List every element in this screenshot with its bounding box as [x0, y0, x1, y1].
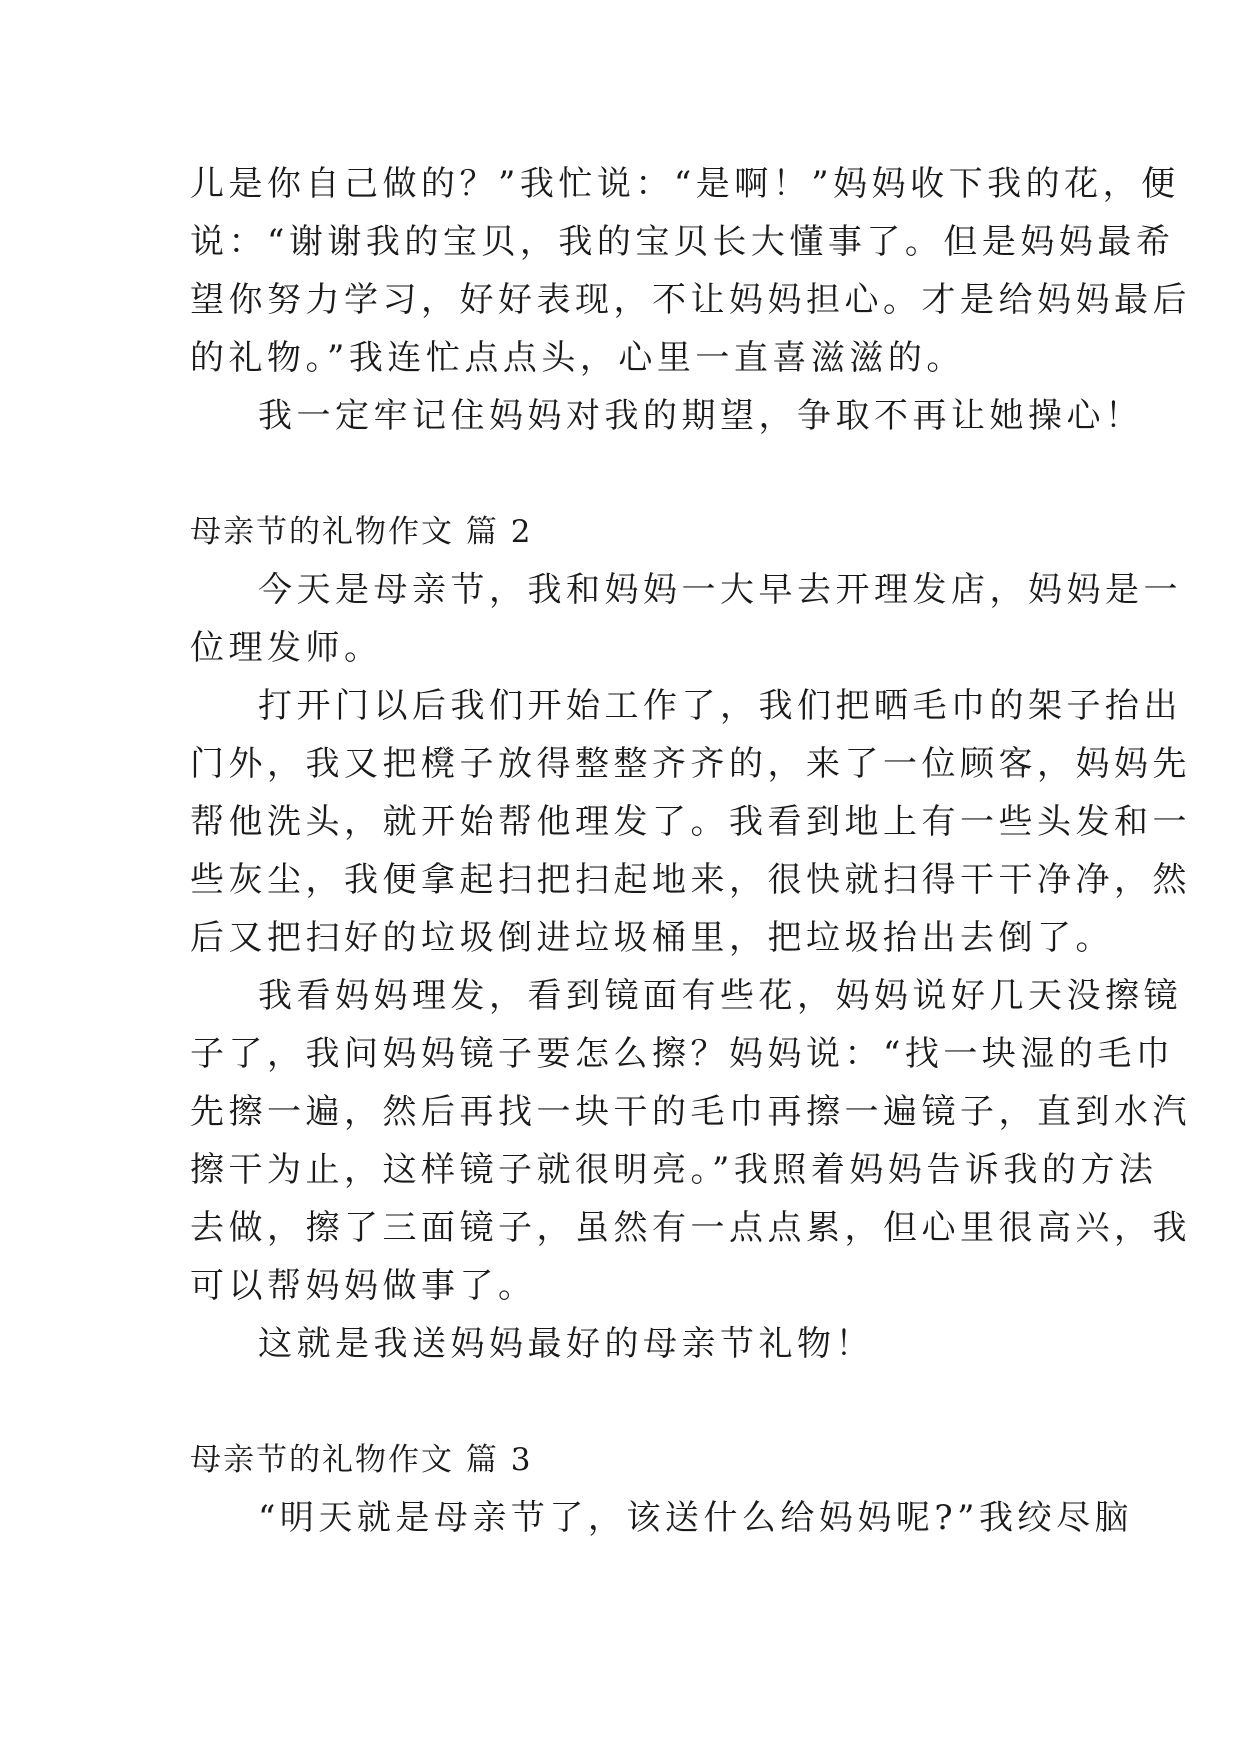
section-heading: 母亲节的礼物作文 篇 2	[190, 514, 533, 550]
paragraph-line: 望你努力学习，好好表现，不让妈妈担心。才是给妈妈最后	[190, 280, 1191, 320]
paragraph-line: 打开门以后我们开始工作了，我们把晒毛巾的架子抬出	[258, 686, 1182, 726]
paragraph-line: “明天就是母亲节了，该送什么给妈妈呢?”我绞尽脑	[258, 1498, 1133, 1538]
closing-line: 我一定牢记住妈妈对我的期望，争取不再让她操心！	[258, 396, 1144, 436]
paragraph-line: 位理发师。	[190, 628, 383, 668]
document-page	[190, 155, 1191, 1547]
paragraph-line: 子了，我问妈妈镜子要怎么擦？妈妈说：“找一块湿的毛巾	[190, 1034, 1175, 1074]
paragraph-line: 儿是你自己做的？”我忙说：“是啊！”妈妈收下我的花，便	[190, 164, 1180, 204]
paragraph-line: 的礼物。”我连忙点点头，心里一直喜滋滋的。	[190, 338, 965, 378]
section-gap	[190, 1373, 1050, 1431]
paragraph-line: 可以帮妈妈做事了。	[190, 1266, 537, 1306]
section-2	[190, 503, 1191, 1373]
closing-line: 这就是我送妈妈最好的母亲节礼物！	[258, 1324, 874, 1364]
paragraph-line: 去做，擦了三面镜子，虽然有一点点累，但心里很高兴，我	[190, 1208, 1191, 1248]
paragraph-line: 擦干为止，这样镜子就很明亮。”我照着妈妈告诉我的方法	[190, 1150, 1158, 1190]
paragraph-line: 我看妈妈理发，看到镜面有些花，妈妈说好几天没擦镜	[258, 976, 1182, 1016]
section-heading: 母亲节的礼物作文 篇 3	[190, 1442, 533, 1478]
paragraph-line: 些灰尘，我便拿起扫把扫起地来，很快就扫得干干净净，然	[190, 860, 1191, 900]
paragraph-line: 说：“谢谢我的宝贝，我的宝贝长大懂事了。但是妈妈最希	[190, 222, 1175, 262]
paragraph-line: 后又把扫好的垃圾倒进垃圾桶里，把垃圾抬出去倒了。	[190, 918, 1114, 958]
section-1	[190, 155, 1191, 445]
paragraph-line: 今天是母亲节，我和妈妈一大早去开理发店，妈妈是一	[258, 570, 1182, 610]
section-3	[190, 1431, 1133, 1547]
paragraph-line: 门外，我又把櫈子放得整整齐齐的，来了一位顾客，妈妈先	[190, 744, 1191, 784]
section-gap	[190, 445, 1050, 503]
paragraph-line: 先擦一遍，然后再找一块干的毛巾再擦一遍镜子，直到水汽	[190, 1092, 1191, 1132]
paragraph-line: 帮他洗头，就开始帮他理发了。我看到地上有一些头发和一	[190, 802, 1191, 842]
